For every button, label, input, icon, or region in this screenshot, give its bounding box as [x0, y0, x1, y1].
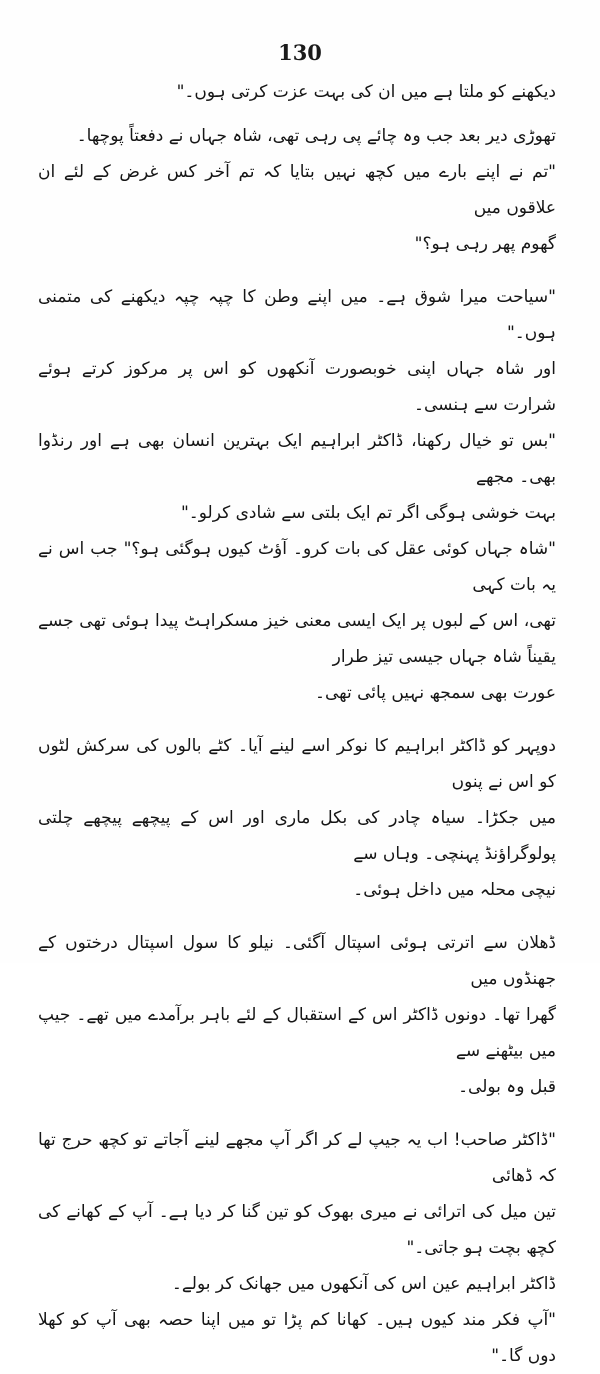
paragraph: "بس تو خیال رکھنا، ڈاکٹر ابراہیم ایک بہترین انسان بھی ہے اور رنڈوا بھی۔ مجھے بہت خوشی ہوگی اگر تم ایک بلتی سے شادی کرلو۔"	[38, 431, 556, 523]
paragraph: ڈاکٹر ابراہیم عین اس کی آنکھوں میں جھانک کر بولے۔	[171, 1274, 556, 1294]
paragraph: "آپ فکر مند کیوں ہیں۔ کھانا کم پڑا تو میں اپنا حصہ بھی آپ کو کھلا دوں گا۔"	[38, 1310, 556, 1366]
paragraph: اور شاہ جہاں اپنی خوبصورت آنکھوں کو اس پر مرکوز کرتے ہوئے شرارت سے ہنسی۔	[38, 359, 556, 415]
paragraph: "سیاحت میرا شوق ہے۔ میں اپنے وطن کا چپہ چپہ دیکھنے کی متمنی ہوں۔"	[38, 287, 556, 343]
paragraph: "ڈاکٹر صاحب! اب یہ جیپ لے کر اگر آپ مجھے لینے آجاتے تو کچھ حرج تھا کہ ڈھائی تین میل کی اترائی نے میری بھوک کو تین گنا کر دیا ہے۔ آپ کے کھانے کی کچھ بچت ہو جاتی۔"	[38, 1130, 556, 1258]
paragraph: دوپہر کو ڈاکٹر ابراہیم کا نوکر اسے لینے آیا۔ کٹے بالوں کی سرکش لٹوں کو اس نے پنوں میں جکڑا۔ سیاہ چادر کی بکل ماری اور اس کے پیچھے پیچھے چلتی پولوگراؤنڈ پہنچی۔ وہاں سے نیچی محلہ میں داخل ہوئی۔	[38, 736, 556, 900]
paragraph: "تم نے اپنے بارے میں کچھ نہیں بتایا کہ تم آخر کس غرض کے لئے ان علاقوں میں گھوم پھر رہی ہو؟"	[38, 162, 556, 254]
paragraph: تھوڑی دیر بعد جب وہ چائے پی رہی تھی، شاہ جہاں نے دفعتاً پوچھا۔	[76, 126, 556, 146]
paragraph: ڈھلان سے اترتی ہوئی اسپتال آگئی۔ نیلو کا سول اسپتال درختوں کے جھنڈوں میں گھرا تھا۔ دونوں ڈاکٹر اس کے استقبال کے لئے باہر برآمدے میں تھے۔ جیپ میں بیٹھنے سے قبل وہ بولی۔	[38, 933, 556, 1097]
page-body	[38, 74, 556, 1374]
paragraph: دیکھنے کو ملتا ہے میں ان کی بہت عزت کرتی ہوں۔"	[176, 82, 556, 102]
paragraph: "شاہ جہاں کوئی عقل کی بات کرو۔ آؤٹ کیوں ہوگئی ہو؟" جب اس نے یہ بات کہی تھی، اس کے لبوں پر ایک ایسی معنی خیز مسکراہٹ پیدا ہوئی تھی جسے یقیناً شاہ جہاں جیسی تیز طرار عورت بھی سمجھ نہیں پائی تھی۔	[38, 539, 556, 703]
page-number: 130	[278, 40, 322, 65]
